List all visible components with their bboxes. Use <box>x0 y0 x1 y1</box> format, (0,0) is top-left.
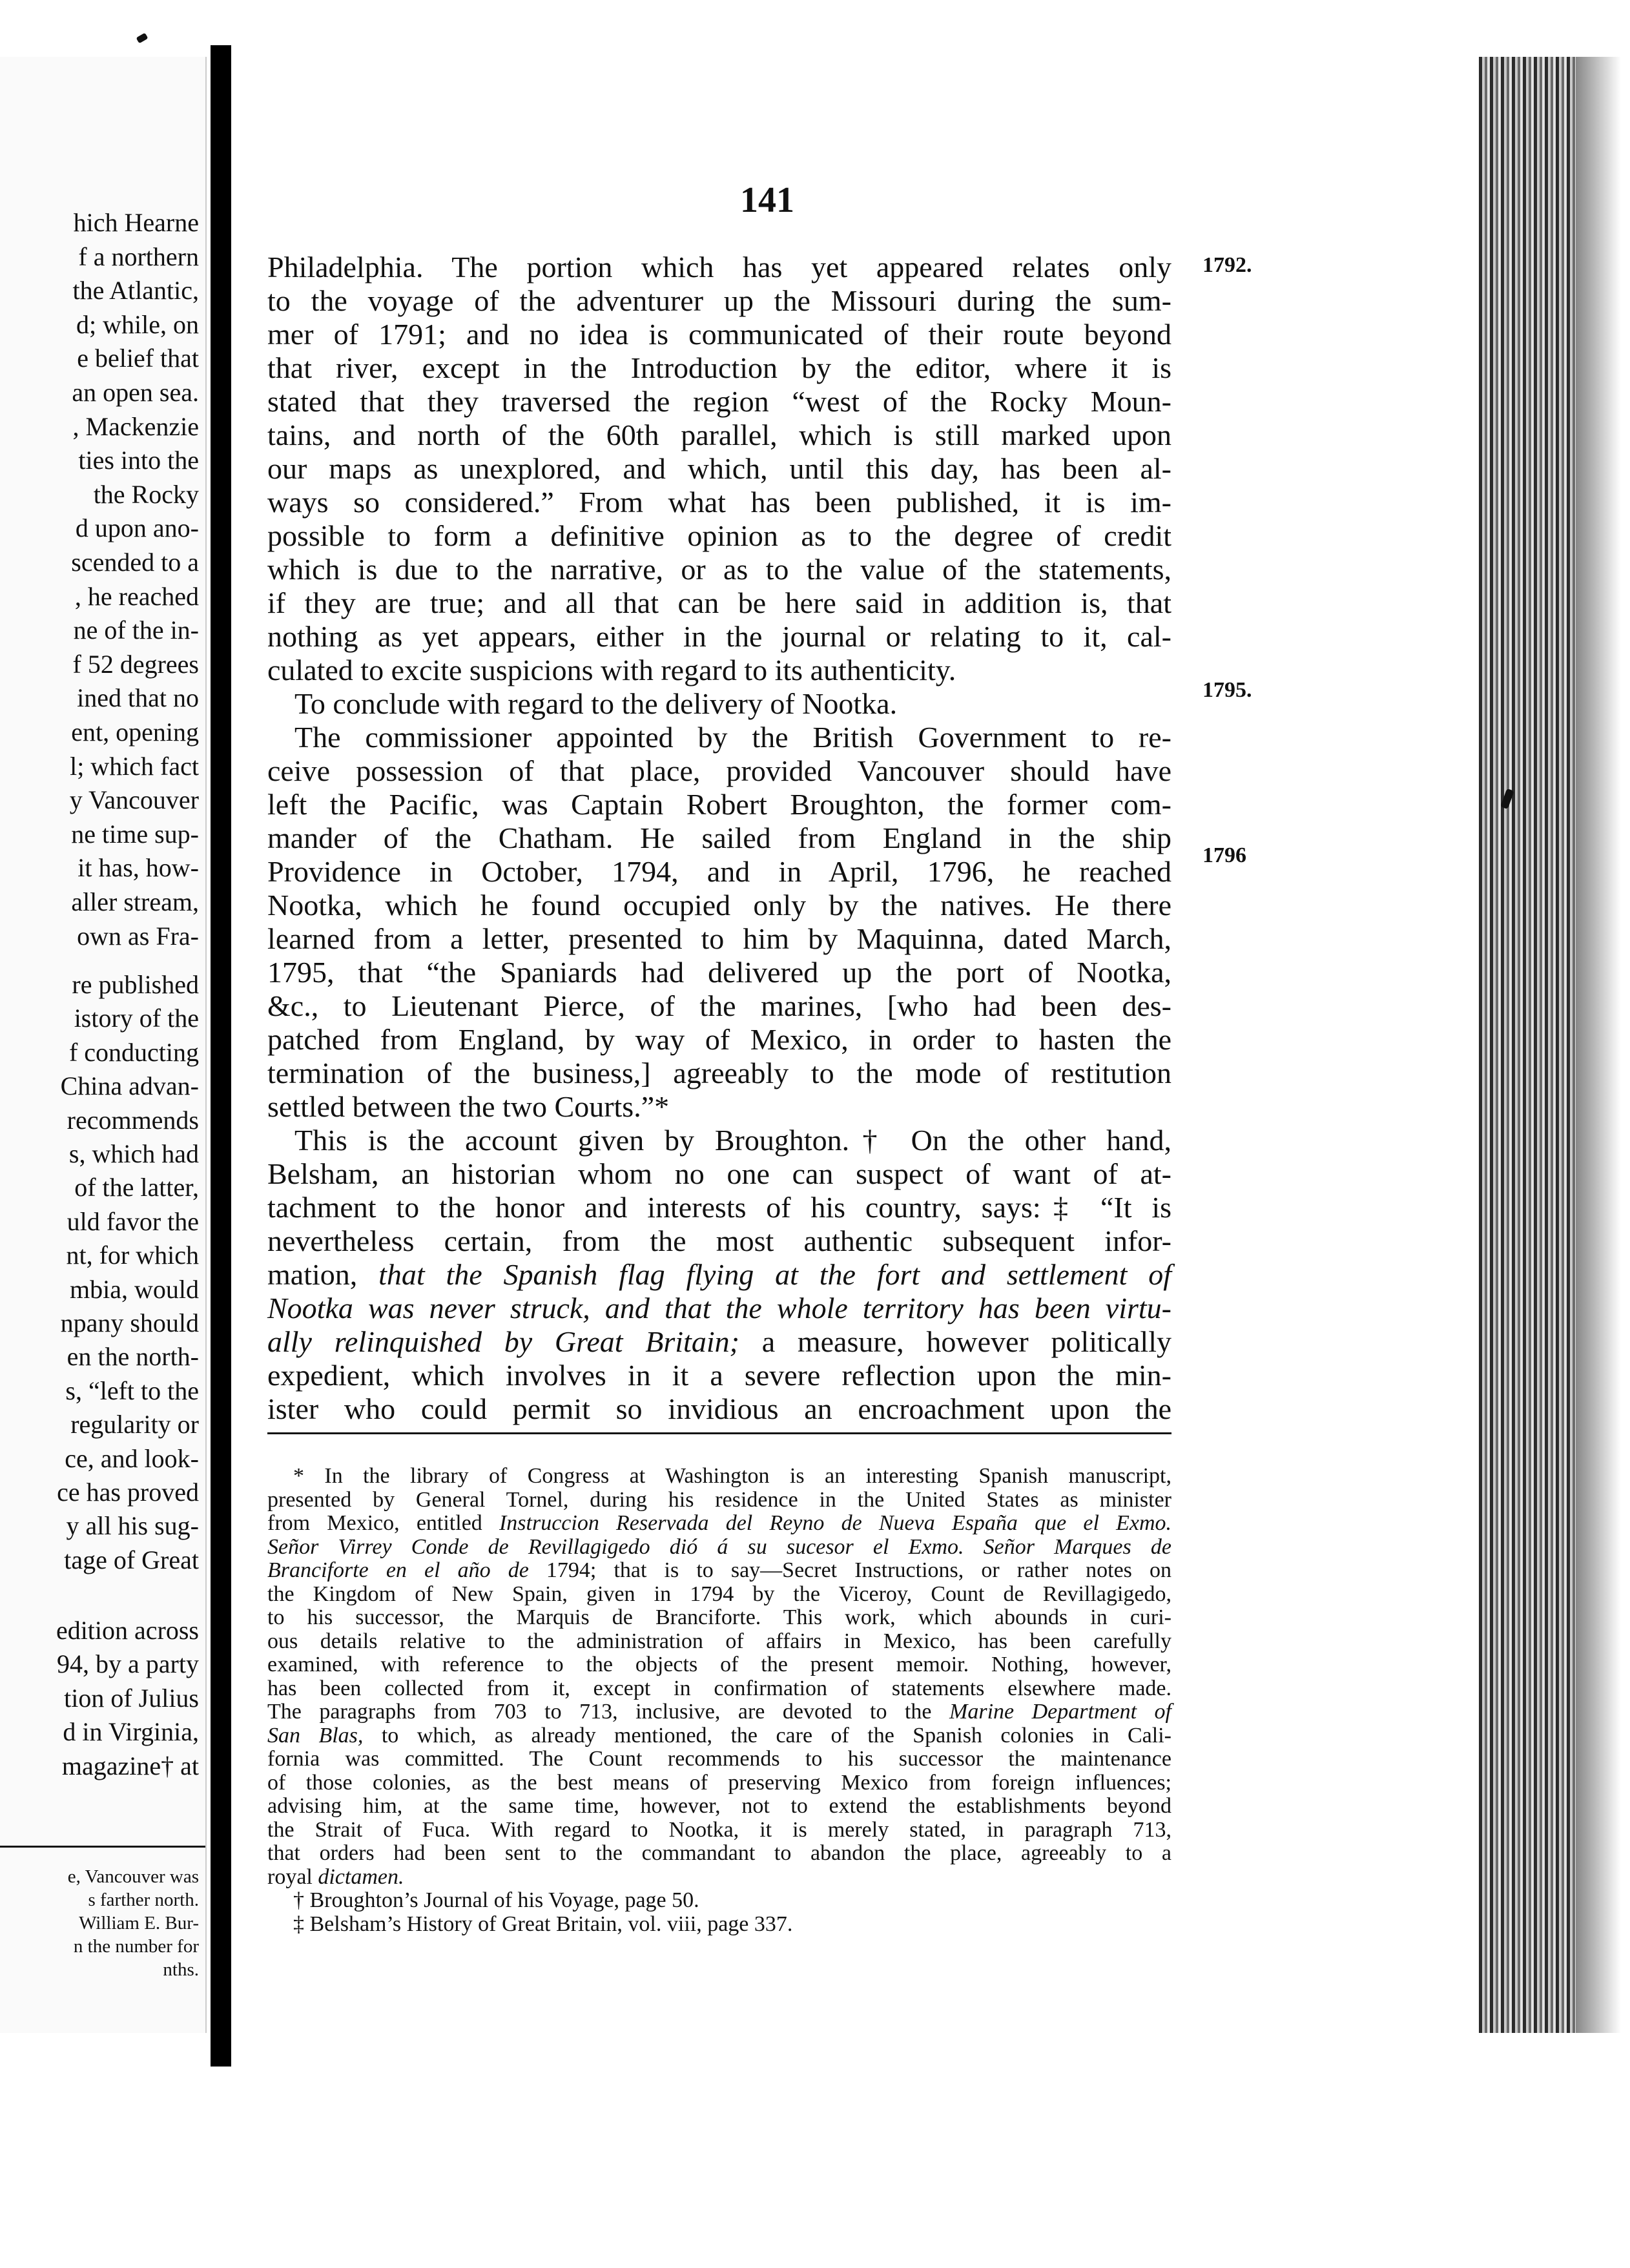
left-page-line: re published <box>72 970 199 999</box>
left-page-line: tage of Great <box>64 1545 199 1574</box>
body-line: tains, and north of the 60th parallel, which is still marked upon <box>267 418 1171 451</box>
body-text-italic: ally relinquished by Great Britain; <box>267 1325 739 1358</box>
body-line: &c., to Lieutenant Pierce, of the marines, [who had been des- <box>267 989 1171 1022</box>
body-line <box>267 1325 1171 1359</box>
footnote-roman: 1794; that is to say—Secret Instructions, or rather notes on <box>528 1558 1171 1582</box>
footnote-line: Señor Virrey Conde de Revillagigedo dió á su sucesor el Exmo. Señor Marques de <box>267 1534 1171 1559</box>
left-page-line: y Vancouver <box>69 785 199 815</box>
left-page-note-line: nths. <box>163 1959 199 1980</box>
footnote-line: the Strait of Fuca. With regard to Nootka, it is merely stated, in paragraph 713, <box>267 1817 1171 1842</box>
body-line: 1795, that “the Spaniards had delivered up the port of Nootka, <box>267 956 1171 989</box>
left-page-note-line: William E. Bur- <box>79 1913 199 1933</box>
footnote-rule <box>267 1432 1171 1434</box>
left-page-line: own as Fra- <box>77 921 199 951</box>
body-line: Providence in October, 1794, and in April, 1796, he reached <box>267 855 1171 888</box>
left-page-line: the Rocky <box>93 479 199 509</box>
footnote-roman: from Mexico, entitled <box>267 1511 499 1535</box>
body-line: ceive possession of that place, provided Vancouver should have <box>267 754 1171 787</box>
footnote-italic: San Blas, <box>267 1723 364 1747</box>
body-line <box>267 1258 1171 1292</box>
left-page-line: China advan- <box>60 1071 199 1101</box>
left-page-line: it has, how- <box>77 853 199 883</box>
left-page-line: d; while, on <box>76 309 199 339</box>
left-page-note-line: s farther north. <box>88 1890 199 1910</box>
left-page-line: d in Virginia, <box>63 1717 199 1747</box>
left-page-line: npany should <box>60 1308 199 1337</box>
body-line: Belsham, an historian whom no one can suspect of want of at- <box>267 1157 1171 1190</box>
footnote-line: that orders had been sent to the commandant to abandon the place, agreeably to a <box>267 1841 1171 1865</box>
body-line: Nootka was never struck, and that the whole territory has been virtu- <box>267 1292 1171 1325</box>
left-page-line: f 52 degrees <box>72 649 199 679</box>
left-page-line: edition across <box>56 1616 199 1645</box>
footnote-italic: Instruccion Reservada del Reyno de Nueva España que el Exmo. <box>499 1511 1172 1535</box>
body-line: our maps as unexplored, and which, until this day, has been al- <box>267 452 1171 485</box>
left-page-line: of the latter, <box>74 1173 199 1202</box>
body-line: mer of 1791; and no idea is communicated of their route beyond <box>267 318 1171 351</box>
left-page-line: regularity or <box>70 1410 199 1439</box>
body-line: Nootka, which he found occupied only by the natives. He there <box>267 889 1171 922</box>
left-page-line: ne time sup- <box>71 819 199 849</box>
margin-year: 1792. <box>1202 253 1252 277</box>
body-line: This is the account given by Broughton.† On the other hand, <box>294 1124 1171 1157</box>
footnote-line: presented by General Tornel, during his residence in the United States as minister <box>267 1487 1171 1512</box>
body-line: ister who could permit so invidious an encroachment upon the <box>267 1392 1171 1425</box>
body-line: to the voyage of the adventurer up the Missouri during the sum- <box>267 284 1171 317</box>
margin-year: 1796 <box>1202 843 1246 867</box>
footnote-line: of those colonies, as the best means of preserving Mexico from foreign influences; <box>267 1770 1171 1795</box>
footnote-line: * In the library of Congress at Washington is an interesting Spanish manuscript, <box>293 1464 1171 1488</box>
left-page-line: , Mackenzie <box>72 411 199 441</box>
left-page-line: the Atlantic, <box>72 276 199 305</box>
left-page-line: uld favor the <box>67 1206 199 1236</box>
footnote-line <box>267 1512 1171 1536</box>
footnote-line: examined, with reference to the objects of the present memoir. Nothing, however, <box>267 1653 1171 1676</box>
body-text-italic: that the Spanish flag flying at the fort and settlement of <box>378 1258 1171 1291</box>
footnote-line <box>267 1724 1171 1748</box>
body-text-roman: a measure, however politically <box>739 1325 1171 1358</box>
left-page-line: tion of Julius <box>64 1683 199 1713</box>
body-line: nothing as yet appears, either in the journal or relating to it, cal- <box>267 620 1171 653</box>
body-line: mander of the Chatham. He sailed from England in the ship <box>267 821 1171 854</box>
left-page <box>0 57 207 2033</box>
body-line: Philadelphia. The portion which has yet appeared relates only <box>267 251 1171 284</box>
footnote-line: has been collected from it, except in confirmation of statements elsewhere made. <box>267 1676 1171 1700</box>
body-text-roman: mation, <box>267 1258 379 1291</box>
footnote-italic: dictamen. <box>318 1864 404 1889</box>
left-page-line: y all his sug- <box>66 1511 199 1541</box>
footnote-line: fornia was committed. The Count recommends to his successor the maintenance <box>267 1747 1171 1771</box>
left-page-line: f a northern <box>78 242 199 271</box>
left-page-line: f conducting <box>68 1037 199 1067</box>
footnote-roman: royal <box>267 1864 318 1889</box>
body-line: that river, except in the Introduction by the editor, where it is <box>267 351 1171 384</box>
left-page-line: hich Hearne <box>73 208 199 237</box>
body-line: if they are true; and all that can be here said in addition is, that <box>267 586 1171 619</box>
left-page-line: ent, opening <box>71 717 199 747</box>
left-page-line: ties into the <box>78 446 199 475</box>
left-page-line: l; which fact <box>70 751 199 781</box>
left-page-note-line: e, Vancouver was <box>67 1866 199 1887</box>
footnote-roman: The paragraphs from 703 to 713, inclusive, are devoted to the <box>267 1700 950 1724</box>
footnote-line: ‡ Belsham’s History of Great Britain, vol. viii, page 337. <box>293 1912 793 1936</box>
footnote-line: advising him, at the same time, however, not to extend the establishments beyond <box>267 1794 1171 1818</box>
left-page-line: mbia, would <box>70 1274 199 1304</box>
body-line: The commissioner appointed by the British Government to re- <box>294 721 1171 754</box>
footnote-line <box>267 1866 1171 1890</box>
left-page-line: , he reached <box>74 581 199 611</box>
book-gutter <box>211 45 231 2067</box>
body-line: culated to excite suspicions with regard to its authenticity. <box>267 654 956 686</box>
footnote-roman: to which, as already mentioned, the care of the Spanish colonies in Cali- <box>363 1723 1171 1747</box>
page-edges <box>1479 57 1576 2033</box>
left-page-line: ne of the in- <box>73 615 199 645</box>
footnote-line: to his successor, the Marquis de Branciforte. This work, which abounds in curi- <box>267 1605 1171 1629</box>
left-page-line: nt, for which <box>66 1241 199 1270</box>
left-page-line: s, which had <box>68 1139 199 1168</box>
left-page-line: en the north- <box>67 1342 199 1372</box>
left-page-line: ce, and look- <box>65 1443 199 1473</box>
body-line: tachment to the honor and interests of his country, says:‡ “It is <box>267 1191 1171 1224</box>
body-line: expedient, which involves in it a severe reflection upon the min- <box>267 1359 1171 1392</box>
footnote-line <box>267 1700 1171 1724</box>
footnote-italic: Branciforte en el año de <box>267 1558 529 1582</box>
left-page-line: scended to a <box>71 548 199 577</box>
left-page-line: aller stream, <box>71 887 199 916</box>
left-page-line: ce has proved <box>57 1478 199 1507</box>
body-line: nevertheless certain, from the most authentic subsequent infor- <box>267 1224 1171 1257</box>
body-line: settled between the two Courts.”* <box>267 1090 670 1123</box>
body-line: ways so considered.” From what has been published, it is im- <box>267 486 1171 519</box>
body-line: left the Pacific, was Captain Robert Broughton, the former com- <box>267 788 1171 821</box>
ink-mark <box>136 33 149 44</box>
left-page-line: ined that no <box>77 683 199 713</box>
footnote-italic: Marine Department of <box>949 1700 1172 1724</box>
left-page-line: 94, by a party <box>57 1649 199 1679</box>
left-page-line: s, “left to the <box>65 1376 199 1405</box>
left-page-note-line: n the number for <box>73 1936 199 1957</box>
body-line: possible to form a definitive opinion as to the degree of credit <box>267 519 1171 552</box>
footnote-line <box>267 1559 1171 1583</box>
left-page-line: magazine† at <box>61 1751 199 1780</box>
margin-year: 1795. <box>1202 678 1252 702</box>
footnote-line: ous details relative to the administration of affairs in Mexico, has been carefully <box>267 1629 1171 1653</box>
footnote-line: † Broughton’s Journal of his Voyage, page 50. <box>293 1888 699 1912</box>
page-edge-shadow <box>1576 57 1621 2033</box>
body-line: termination of the business,] agreeably to the mode of restitution <box>267 1057 1171 1089</box>
footnote-line: the Kingdom of New Spain, given in 1794 by the Viceroy, Count de Revillagigedo, <box>267 1582 1171 1606</box>
left-page-line: istory of the <box>74 1004 199 1033</box>
left-footnote-rule <box>0 1846 205 1848</box>
left-page-line: recommends <box>67 1105 199 1135</box>
left-page-line: an open sea. <box>72 378 199 407</box>
left-page-line: d upon ano- <box>75 513 199 543</box>
body-line: stated that they traversed the region “west of the Rocky Moun- <box>267 385 1171 418</box>
body-line: learned from a letter, presented to him by Maquinna, dated March, <box>267 922 1171 955</box>
body-line: patched from England, by way of Mexico, in order to hasten the <box>267 1023 1171 1056</box>
body-line: To conclude with regard to the delivery of Nootka. <box>294 687 898 720</box>
body-line: which is due to the narrative, or as to the value of the statements, <box>267 553 1171 586</box>
page-number: 141 <box>740 180 794 220</box>
left-page-line: e belief that <box>77 344 199 373</box>
